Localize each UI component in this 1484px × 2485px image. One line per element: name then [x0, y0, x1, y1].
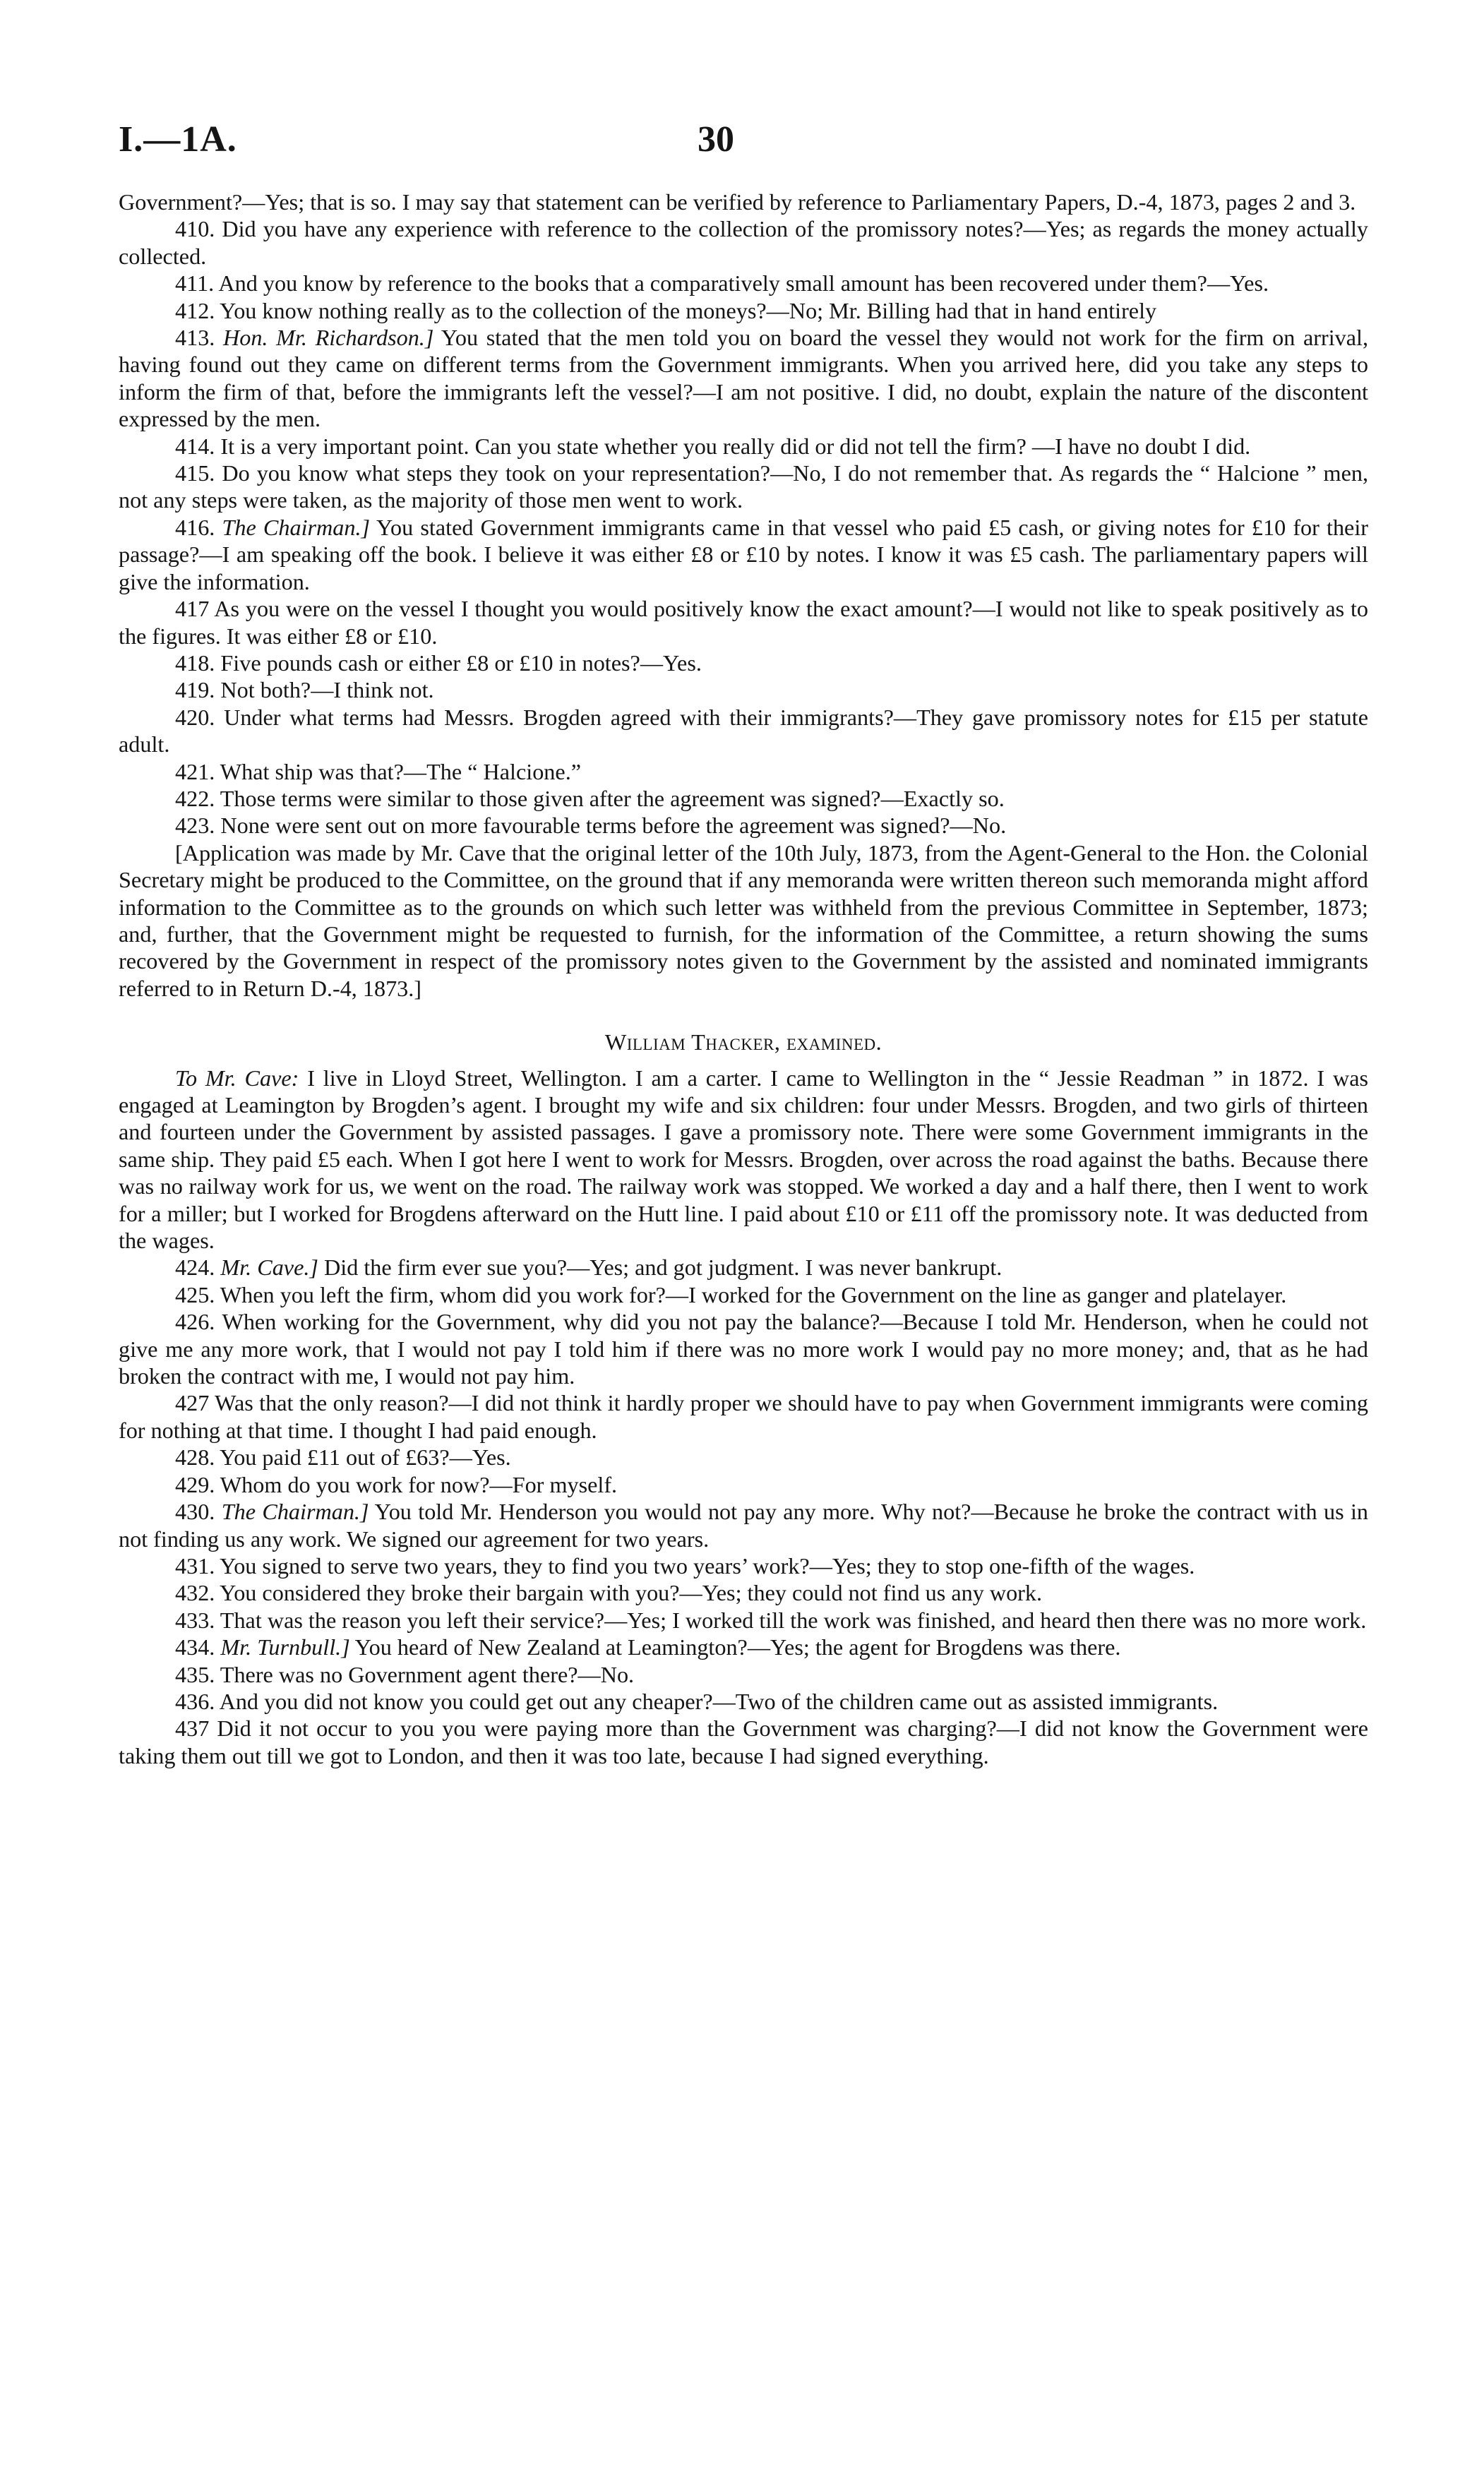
- paper-series-code: I.—1A.: [119, 119, 237, 160]
- question-430: [119, 1498, 1368, 1552]
- question-432: 432. You considered they broke their bargain with you?—Yes; they could not find us any work.: [175, 1580, 1043, 1606]
- page-number: 30: [698, 119, 734, 160]
- question-418: 418. Five pounds cash or either £8 or £10 in notes?—Yes.: [175, 649, 702, 676]
- question-416: [119, 514, 1368, 595]
- question-414: 414. It is a very important point. Can you state whether you really did or did not tell the firm? —I have no doubt I did.: [175, 433, 1251, 459]
- paragraph-continued: Government?—Yes; that is so. I may say that statement can be verified by reference to Parliamentary Papers, D.-4, 1873, pages 2 and 3.: [119, 189, 1356, 215]
- question-410: 410. Did you have any experience with reference to the collection of the promissory notes?—Yes; as regards the money actually collected.: [119, 216, 1368, 269]
- question-number: 424.: [175, 1255, 215, 1281]
- speaker-label: To Mr. Cave:: [175, 1065, 299, 1091]
- question-422: 422. Those terms were similar to those given after the agreement was signed?—Exactly so.: [175, 785, 1005, 811]
- question-437: 437 Did it not occur to you you were paying more than the Government was charging?—I did not know the Government were taking them out till we got to London, and then it was too late, because I had signed everything.: [119, 1715, 1368, 1768]
- question-text: Did the firm ever sue you?—Yes; and got judgment. I was never bankrupt.: [324, 1255, 1003, 1281]
- witness-statement: [119, 1065, 1368, 1255]
- question-434: [119, 1634, 1368, 1660]
- question-415: 415. Do you know what steps they took on your representation?—No, I do not remember that. As regards the “ Halcione ” men, not any steps were taken, as the majority of those men went to work.: [119, 460, 1368, 513]
- question-text: You heard of New Zealand at Leamington?—Yes; the agent for Brogdens was there.: [354, 1634, 1121, 1660]
- question-427: 427 Was that the only reason?—I did not think it hardly proper we should have to pay when Government immigrants were coming for nothing at that time. I thought I had paid enough.: [119, 1390, 1368, 1443]
- speaker-label: Hon. Mr. Richardson.]: [222, 325, 434, 351]
- page-header: [119, 119, 1368, 161]
- question-417: 417 As you were on the vessel I thought you would positively know the exact amount?—I would not like to speak positively as to the figures. It was either £8 or £10.: [119, 596, 1368, 649]
- question-435: 435. There was no Government agent there?—No.: [175, 1661, 635, 1687]
- question-429: 429. Whom do you work for now?—For myself.: [175, 1471, 618, 1497]
- question-424: [119, 1254, 1368, 1281]
- speaker-label: Mr. Turnbull.]: [220, 1634, 350, 1660]
- question-426: 426. When working for the Government, why did you not pay the balance?—Because I told Mr. Henderson, when he could not give me any more work, that I would not pay I told him if there was no more work I would pay no more money; and, that as he had broken the contract with me, I would not pay him.: [119, 1309, 1368, 1389]
- speaker-label: The Chairman.]: [222, 514, 371, 540]
- speaker-label: Mr. Cave.]: [220, 1255, 318, 1281]
- question-number: 416.: [175, 514, 215, 540]
- page-body: [119, 188, 1368, 1769]
- question-text: You told Mr. Henderson you would not pay any more. Why not?—Because he broke the contract with us in not finding us any work. We signed our agreement for two years.: [119, 1499, 1368, 1552]
- speaker-label: The Chairman.]: [221, 1499, 369, 1525]
- question-431: 431. You signed to serve two years, they to find you two years’ work?—Yes; they to stop one-fifth of the wages.: [175, 1552, 1195, 1579]
- question-433: 433. That was the reason you left their service?—Yes; I worked till the work was finished, and heard then there was no more work.: [175, 1607, 1367, 1633]
- statement-text: I live in Lloyd Street, Wellington. I am a carter. I came to Wellington in the “ Jessie Readman ” in 1872. I was engaged at Leamington by Brogden’s agent. I brought my wife and six children: four under Messrs. Brogden, and two girls of thirteen and fourteen under the Government by assisted passages. I gave a promissory note. There were some Government immigrants in the same ship. They paid £5 each. When I got here I went to work for Messrs. Brogden, over across the road against the baths. Because there was no railway work for us, we went on the road. The railway work was stopped. We worked a day and a half there, then I went to work for a miller; but I worked for Brogdens afterward on the Hutt line. I paid about £10 or £11 off the promissory note. It was deducted from the wages.: [119, 1065, 1369, 1254]
- question-412: 412. You know nothing really as to the collection of the moneys?—No; Mr. Billing had that in hand entirely: [175, 297, 1157, 323]
- question-420: 420. Under what terms had Messrs. Brogden agreed with their immigrants?—They gave promissory notes for £15 per statute adult.: [119, 704, 1368, 758]
- application-note: [Application was made by Mr. Cave that the original letter of the 10th July, 1873, from the Agent-General to the Hon. the Colonial Secretary might be produced to the Committee, on the ground that if any memoranda were written thereon such memoranda might afford information to the Committee as to the grounds on which such letter was withheld from the previous Committee in September, 1873; and, further, that the Government might be requested to furnish, for the information of the Committee, a return showing the sums recovered by the Government in respect of the promissory notes given to the Government by the assisted and nominated immigrants referred to in Return D.-4, 1873.]: [119, 839, 1368, 1001]
- witness-heading: William Thacker, examined.: [604, 1029, 882, 1055]
- question-428: 428. You paid £11 out of £63?—Yes.: [175, 1444, 511, 1471]
- question-436: 436. And you did not know you could get out any cheaper?—Two of the children came out as assisted immigrants.: [175, 1688, 1219, 1714]
- question-number: 434.: [175, 1634, 215, 1660]
- question-number: 413.: [175, 325, 215, 351]
- question-411: 411. And you know by reference to the books that a comparatively small amount has been recovered under them?—Yes.: [175, 270, 1269, 297]
- question-419: 419. Not both?—I think not.: [175, 677, 434, 703]
- question-number: 430.: [175, 1499, 215, 1525]
- question-425: 425. When you left the firm, whom did you work for?—I worked for the Government on the line as ganger and platelayer.: [175, 1281, 1287, 1307]
- question-text: You stated Government immigrants came in that vessel who paid £5 cash, or giving notes for £10 for their passage?—I am speaking off the book. I believe it was either £8 or £10 by notes. I know it was £5 cash. The parliamentary papers will give the information.: [119, 514, 1368, 594]
- question-413: [119, 324, 1368, 433]
- question-text: You stated that the men told you on board the vessel they would not work for the firm on arrival, having found out they came on different terms from the Government immigrants. When you arrived here, did you take any steps to inform the firm of that, before the immigrants left the vessel?—I am not positive. I did, no doubt, explain the nature of the discontent expressed by the men.: [119, 325, 1368, 432]
- question-421: 421. What ship was that?—The “ Halcione.”: [175, 758, 582, 784]
- question-423: 423. None were sent out on more favourable terms before the agreement was signed?—No.: [175, 813, 1007, 839]
